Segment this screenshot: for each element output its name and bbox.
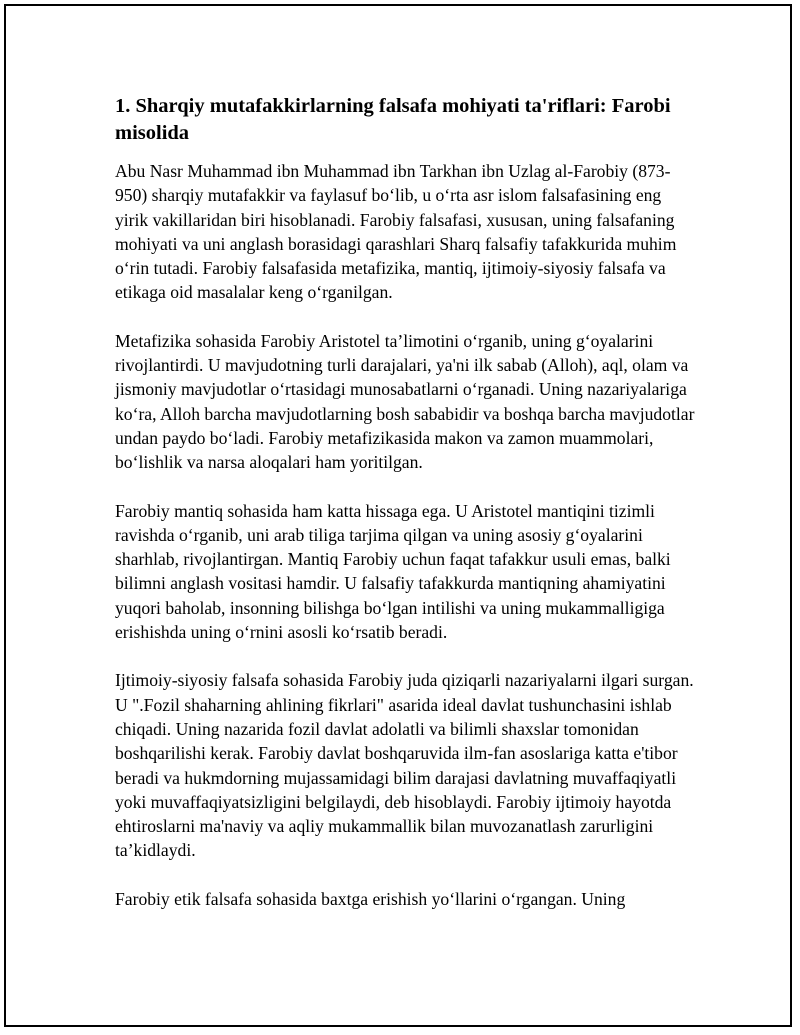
paragraph: Abu Nasr Muhammad ibn Muhammad ibn Tarkhan ibn Uzlag al-Farobiy (873-950) sharqiy mutafakkir va faylasuf bo‘lib, u o‘rta asr islom falsafasining eng yirik vakillaridan biri hisoblanadi. Farobiy falsafasi, xususan, uning falsafaning mohiyati va uni anglash borasidagi qarashlari Sharq falsafiy tafakkurida muhim o‘rin tutadi. Farobiy falsafasida metafizika, mantiq, ijtimoiy-siyosiy falsafa va etikaga oid masalalar keng o‘rganilgan. bbox=[115, 161, 677, 303]
section-heading: 1. Sharqiy mutafakkirlarning falsafa mohiyati ta'riflari: Farobi misolida bbox=[115, 95, 671, 144]
paragraph: Metafizika sohasida Farobiy Aristotel ta’limotini o‘rganib, uning g‘oyalarini rivojlantirdi. U mavjudotning turli darajalari, ya'ni ilk sabab (Alloh), aql, olam va jismoniy mavjudotlar o‘rtasidagi munosabatlarni o‘rganadi. Uning nazariyalariga ko‘ra, Alloh barcha mavjudotlarning bosh sababidir va boshqa barcha mavjudotlar undan paydo bo‘ladi. Farobiy metafizikasida makon va zamon muammolari, bo‘lishlik va narsa aloqalari ham yoritilgan. bbox=[115, 330, 695, 473]
paragraph: Ijtimoiy-siyosiy falsafa sohasida Farobiy juda qiziqarli nazariyalarni ilgari surgan. U ".Fozil shaharning ahlining fikrlari" asarida ideal davlat tushunchasini ishlab chiqadi. Uning nazarida fozil davlat adolatli va bilimli shaxslar tomonidan boshqarilishi kerak. Farobiy davlat boshqaruvida ilm-fan asoslariga katta e'tibor beradi va hukmdorning mujassamidagi bilim darajasi davlatning muvaffaqiyatli yoki muvaffaqiyatsizligini belgilaydi, deb hisoblaydi. Farobiy ijtimoiy hayotda ehtiroslarni ma'naviy va aqliy mukammallik bilan muvozanatlash zarurligini ta’kidlaydi. bbox=[115, 670, 694, 861]
paragraph: Farobiy mantiq sohasida ham katta hissaga ega. U Aristotel mantiqini tizimli ravishda o‘rganib, uni arab tiliga tarjima qilgan va uning asosiy g‘oyalarini sharhlab, rivojlantirgan. Mantiq Farobiy uchun faqat tafakkur usuli emas, balki bilimni anglash vositasi hamdir. U falsafiy tafakkurda mantiqning ahamiyatini yuqori baholab, insonning bilishga bo‘lgan intilishi va uning mukammalligiga erishishda uning o‘rnini asosli ko‘rsatib beradi. bbox=[115, 500, 671, 643]
paragraph: Farobiy etik falsafa sohasida baxtga erishish yo‘llarini o‘rgangan. Uning bbox=[115, 888, 626, 909]
document-body bbox=[115, 93, 695, 935]
